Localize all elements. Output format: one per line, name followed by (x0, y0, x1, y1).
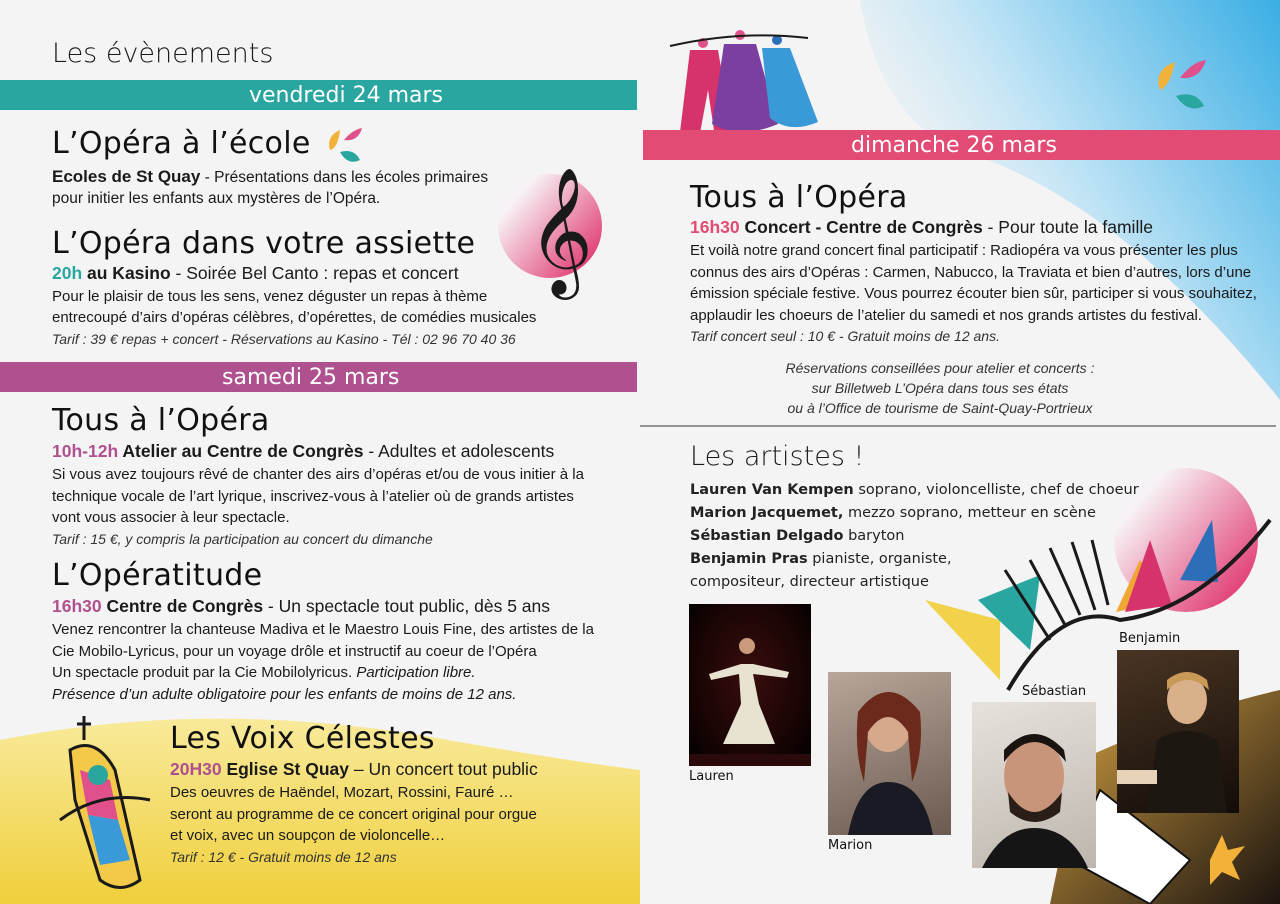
event-text: et voix, avec un soupçon de violoncelle… (170, 827, 446, 844)
artists-title: Les artistes ! (690, 441, 865, 472)
portrait-silhouette (972, 702, 1096, 868)
page-title: Les évènements (52, 38, 274, 69)
event-text: Cie Mobilo-Lyricus, pour un voyage drôle et instructif au coeur de l’Opéra (52, 643, 537, 660)
artist-role-cont: compositeur, directeur artistique (690, 574, 929, 590)
reservation-line-2: sur Billetweb L’Opéra dans tous ses états (811, 380, 1069, 396)
photo-sebastian (972, 702, 1096, 868)
band-sunday (643, 130, 1280, 160)
artist-name: Lauren Van Kempen (690, 482, 854, 498)
event-text: technique vocale de l’art lyrique, inscrivez-vous à l’atelier où de grands artistes (52, 488, 574, 505)
event-desc: - Pour toute la famille (982, 217, 1153, 237)
event-note: Présence d’un adulte obligatoire pour les enfants de moins de 12 ans. (52, 686, 517, 703)
event-venue: Eglise St Quay (221, 759, 349, 779)
band-sunday-label: dimanche 26 mars (851, 132, 1057, 158)
event-subtitle (52, 441, 554, 462)
event-title-tous-opera-sun: Tous à l’Opéra (690, 180, 908, 215)
event-text: pour initier les enfants aux mystères de l’Opéra. (52, 190, 381, 207)
artist-line-benjamin (690, 551, 952, 567)
event-text: - Présentations dans les écoles primaires (200, 169, 489, 186)
portrait-silhouette (828, 672, 951, 835)
band-saturday-label: samedi 25 mars (222, 364, 400, 390)
photo-lauren (689, 604, 811, 766)
artist-role: mezzo soprano, metteur en scène (843, 505, 1096, 521)
event-subtitle (52, 263, 459, 284)
event-text: seront au programme de ce concert original pour orgue (170, 806, 537, 823)
event-time: 10h-12h (52, 441, 119, 461)
event-venue: au Kasino (82, 263, 171, 283)
pianist-silhouette (1117, 650, 1239, 813)
event-venue: Concert - Centre de Congrès (739, 217, 983, 237)
treble-clef-icon: 𝄞 (528, 166, 594, 294)
event-desc: - Adultes et adolescents (363, 441, 555, 461)
drops-small-icon (329, 128, 362, 162)
artist-line-marion (690, 505, 1096, 521)
band-friday (0, 80, 637, 110)
event-time: 20H30 (170, 759, 222, 779)
event-text: Si vous avez toujours rêvé de chanter des airs d’opéras et/ou de vous initier à la (52, 466, 584, 483)
event-desc: – Un concert tout public (348, 759, 538, 779)
reservation-line-1: Réservations conseillées pour atelier et concerts : (785, 360, 1095, 376)
singer-silhouette (689, 604, 811, 766)
event-tarif: Tarif : 39 € repas + concert - Réservations au Kasino - Tél : 02 96 70 40 36 (52, 331, 516, 347)
event-time: 20h (52, 263, 83, 283)
caption-sebastian: Sébastian (1022, 684, 1087, 699)
event-text: émission spéciale festive. Vous pourrez écouter bien sûr, participer si vous souhaitez, (690, 285, 1257, 302)
event-venue: Atelier au Centre de Congrès (118, 441, 364, 461)
band-saturday (0, 362, 637, 392)
event-text (52, 662, 476, 684)
caption-marion: Marion (828, 838, 873, 853)
event-time: 16h30 (52, 596, 102, 616)
event-text: Et voilà notre grand concert final participatif : Radiopéra va vous présenter les plus (690, 242, 1238, 259)
event-tarif: Tarif : 15 €, y compris la participation au concert du dimanche (52, 531, 433, 547)
event-venue-line (52, 166, 488, 189)
event-text: applaudir les choeurs de l’atelier du samedi et nos grands artistes du festival. (690, 307, 1202, 324)
artist-role: soprano, violoncelliste, chef de choeur (853, 482, 1139, 498)
artist-line-sebastian (690, 528, 904, 544)
event-subtitle (170, 759, 538, 780)
event-venue: Ecoles de St Quay (52, 167, 201, 186)
artist-line-lauren (690, 482, 1139, 498)
event-tarif: Tarif concert seul : 10 € - Gratuit moins de 12 ans. (690, 328, 1000, 344)
event-title-opera-assiette: L’Opéra dans votre assiette (52, 226, 476, 261)
event-subtitle (52, 596, 550, 617)
event-time: 16h30 (690, 217, 740, 237)
event-text-italic: Participation libre. (356, 664, 476, 681)
photo-benjamin (1117, 650, 1239, 813)
event-text: vont vous associer à leur spectacle. (52, 509, 290, 526)
band-friday-label: vendredi 24 mars (248, 82, 443, 108)
photo-marion (828, 672, 951, 835)
event-title-voix-celestes: Les Voix Célestes (170, 721, 435, 756)
event-text: Des oeuvres de Haëndel, Mozart, Rossini, Fauré … (170, 784, 514, 801)
event-text-part: Un spectacle produit par la Cie Mobilolyricus. (52, 664, 357, 681)
event-desc: - Un spectacle tout public, dès 5 ans (263, 596, 551, 616)
event-title-tous-opera-sat: Tous à l’Opéra (52, 403, 270, 438)
event-text: Pour le plaisir de tous les sens, venez déguster un repas à thème (52, 288, 488, 305)
event-subtitle (690, 217, 1153, 238)
caption-lauren: Lauren (689, 769, 734, 784)
artist-role: baryton (843, 528, 905, 544)
artist-name: Sébastian Delgado (690, 528, 844, 544)
event-title-operatitude: L’Opératitude (52, 558, 263, 593)
caption-benjamin: Benjamin (1119, 631, 1181, 646)
event-text: Venez rencontrer la chanteuse Madiva et le Maestro Louis Fine, des artistes de la (52, 621, 594, 638)
artist-name: Benjamin Pras (690, 551, 808, 567)
artist-role: pianiste, organiste, (807, 551, 952, 567)
dancers-illustration (670, 30, 818, 144)
reservation-line-3: ou à l’Office de tourisme de Saint-Quay-Portrieux (787, 400, 1093, 416)
event-tarif: Tarif : 12 € - Gratuit moins de 12 ans (170, 849, 397, 865)
event-text: connus des airs d’Opéras : Carmen, Nabucco, la Traviata et bien d’autres, lors d’une (690, 264, 1252, 281)
event-text: entrecoupé d’airs d’opéras célèbres, d’opérettes, de comédies musicales (52, 309, 537, 326)
event-title-opera-ecole: L’Opéra à l’école (52, 126, 311, 161)
event-venue: Centre de Congrès (101, 596, 264, 616)
event-desc: - Soirée Bel Canto : repas et concert (170, 263, 459, 283)
artist-name: Marion Jacquemet, (690, 505, 844, 521)
